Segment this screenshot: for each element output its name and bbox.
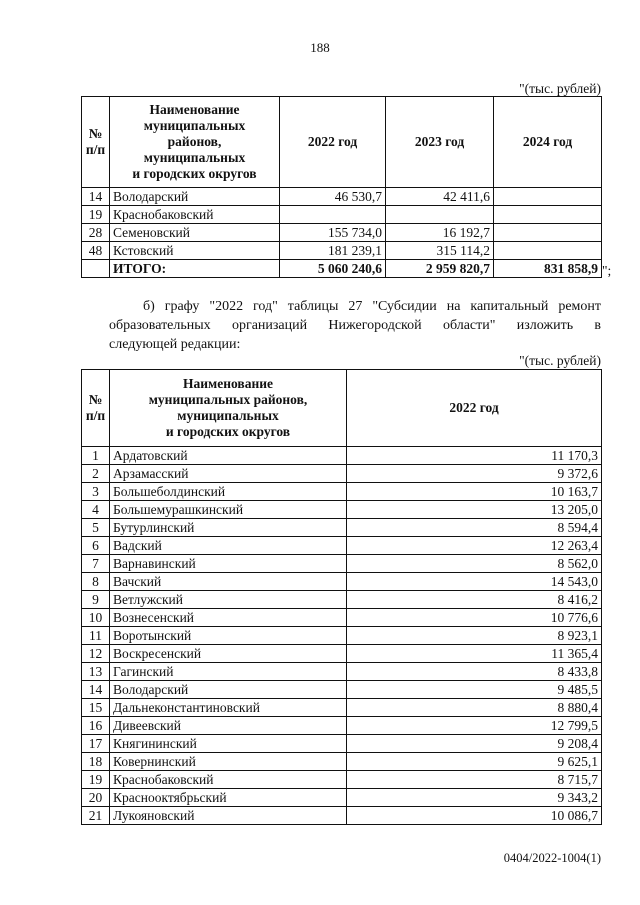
row-value-2023: 16 192,7 <box>386 224 494 242</box>
table-row <box>82 447 602 465</box>
row-name: Вачский <box>110 573 347 591</box>
row-value-2022: 9 343,2 <box>347 789 602 807</box>
table-row <box>82 627 602 645</box>
row-value-2022: 46 530,7 <box>280 188 386 206</box>
row-value-2022: 12 263,4 <box>347 537 602 555</box>
table-2-header-row <box>82 370 602 447</box>
row-number: 1 <box>82 447 110 465</box>
row-name: Дивеевский <box>110 717 347 735</box>
header-2022: 2022 год <box>280 97 386 188</box>
paragraph-line-1: б) графу "2022 год" таблицы 27 "Субсидии на капитальный ремонт <box>143 299 601 314</box>
document-code: 0404/2022-1004(1) <box>503 851 601 865</box>
row-name: Арзамасский <box>110 465 347 483</box>
table-row <box>82 591 602 609</box>
table-row <box>82 771 602 789</box>
table-row <box>82 789 602 807</box>
row-number: 5 <box>82 519 110 537</box>
row-value-2024 <box>494 188 602 206</box>
row-value-2022: 8 433,8 <box>347 663 602 681</box>
row-name: Варнавинский <box>110 555 347 573</box>
table-row <box>82 501 602 519</box>
table-row <box>82 206 602 224</box>
row-number: 20 <box>82 789 110 807</box>
row-number: 14 <box>82 681 110 699</box>
row-number: 12 <box>82 645 110 663</box>
table-1 <box>81 96 602 278</box>
row-number: 8 <box>82 573 110 591</box>
total-value-2023: 2 959 820,7 <box>386 260 494 278</box>
table-row <box>82 645 602 663</box>
row-name: Бутурлинский <box>110 519 347 537</box>
paragraph-line-2: образовательных организаций Нижегородской области" изложить в <box>109 318 601 333</box>
row-number: 18 <box>82 753 110 771</box>
amendment-paragraph <box>109 297 601 354</box>
row-name: Семеновский <box>110 224 280 242</box>
header-name <box>110 370 347 447</box>
table-row <box>82 242 602 260</box>
row-value-2024 <box>494 224 602 242</box>
row-value-2022: 8 562,0 <box>347 555 602 573</box>
row-value-2022: 14 543,0 <box>347 573 602 591</box>
row-value-2022: 13 205,0 <box>347 501 602 519</box>
row-number: 4 <box>82 501 110 519</box>
row-number: 48 <box>82 242 110 260</box>
header-num <box>82 370 110 447</box>
row-value-2022: 10 086,7 <box>347 807 602 825</box>
table-row <box>82 465 602 483</box>
row-value-2022: 155 734,0 <box>280 224 386 242</box>
header-num-text: № п/п <box>85 126 106 157</box>
row-name: Большемурашкинский <box>110 501 347 519</box>
table-2-units-label: "(тыс. рублей) <box>519 353 601 368</box>
row-value-2022: 8 880,4 <box>347 699 602 717</box>
row-number: 7 <box>82 555 110 573</box>
row-name: Ветлужский <box>110 591 347 609</box>
table-row <box>82 663 602 681</box>
table-1-closing-mark: "; <box>602 263 612 278</box>
row-value-2022: 10 163,7 <box>347 483 602 501</box>
row-value-2024 <box>494 242 602 260</box>
row-name: Краснобаковский <box>110 206 280 224</box>
row-number: 6 <box>82 537 110 555</box>
row-number: 2 <box>82 465 110 483</box>
row-name: Вознесенский <box>110 609 347 627</box>
row-value-2023: 315 114,2 <box>386 242 494 260</box>
table-row <box>82 753 602 771</box>
row-name: Володарский <box>110 188 280 206</box>
total-row <box>82 260 602 278</box>
row-value-2022: 9 625,1 <box>347 753 602 771</box>
row-value-2022: 8 594,4 <box>347 519 602 537</box>
header-name <box>110 97 280 188</box>
row-number: 11 <box>82 627 110 645</box>
header-num-text: № п/п <box>85 392 106 423</box>
header-2022: 2022 год <box>347 370 602 447</box>
row-value-2023: 42 411,6 <box>386 188 494 206</box>
row-value-2022: 181 239,1 <box>280 242 386 260</box>
row-value-2022: 11 365,4 <box>347 645 602 663</box>
table-row <box>82 699 602 717</box>
table-row <box>82 537 602 555</box>
table-row <box>82 609 602 627</box>
row-value-2022: 9 208,4 <box>347 735 602 753</box>
row-value-2022: 12 799,5 <box>347 717 602 735</box>
table-row <box>82 483 602 501</box>
row-number: 19 <box>82 206 110 224</box>
row-number: 9 <box>82 591 110 609</box>
row-value-2023 <box>386 206 494 224</box>
table-row <box>82 188 602 206</box>
table-row <box>82 681 602 699</box>
row-name: Лукояновский <box>110 807 347 825</box>
row-name: Воротынский <box>110 627 347 645</box>
page-number: 188 <box>310 40 330 55</box>
row-number: 14 <box>82 188 110 206</box>
table-row <box>82 573 602 591</box>
table-row <box>82 519 602 537</box>
header-2023: 2023 год <box>386 97 494 188</box>
row-value-2024 <box>494 206 602 224</box>
row-value-2022: 8 923,1 <box>347 627 602 645</box>
row-name: Большеболдинский <box>110 483 347 501</box>
total-value-2022: 5 060 240,6 <box>280 260 386 278</box>
row-value-2022: 9 485,5 <box>347 681 602 699</box>
table-row <box>82 555 602 573</box>
total-value-2024: 831 858,9 <box>494 260 602 278</box>
row-number: 10 <box>82 609 110 627</box>
row-name: Ковернинский <box>110 753 347 771</box>
total-label: ИТОГО: <box>110 260 280 278</box>
row-value-2022: 10 776,6 <box>347 609 602 627</box>
row-number: 21 <box>82 807 110 825</box>
row-value-2022: 8 416,2 <box>347 591 602 609</box>
row-number: 19 <box>82 771 110 789</box>
total-row-number <box>82 260 110 278</box>
table-1-units-label: "(тыс. рублей) <box>519 81 601 96</box>
table-1-header-row <box>82 97 602 188</box>
row-name: Краснобаковский <box>110 771 347 789</box>
row-name: Ардатовский <box>110 447 347 465</box>
row-number: 3 <box>82 483 110 501</box>
row-value-2022 <box>280 206 386 224</box>
table-row <box>82 735 602 753</box>
table-row <box>82 224 602 242</box>
row-name: Вадский <box>110 537 347 555</box>
row-name: Володарский <box>110 681 347 699</box>
row-value-2022: 11 170,3 <box>347 447 602 465</box>
header-num <box>82 97 110 188</box>
row-value-2022: 8 715,7 <box>347 771 602 789</box>
row-number: 16 <box>82 717 110 735</box>
row-value-2022: 9 372,6 <box>347 465 602 483</box>
table-2 <box>81 369 602 825</box>
row-name: Воскресенский <box>110 645 347 663</box>
row-number: 15 <box>82 699 110 717</box>
row-name: Гагинский <box>110 663 347 681</box>
table-row <box>82 717 602 735</box>
table-row <box>82 807 602 825</box>
row-number: 17 <box>82 735 110 753</box>
header-name-text: Наименование муниципальных районов, муниципальных и городских округов <box>148 376 308 439</box>
row-name: Княгининский <box>110 735 347 753</box>
header-2024: 2024 год <box>494 97 602 188</box>
row-number: 28 <box>82 224 110 242</box>
row-name: Кстовский <box>110 242 280 260</box>
paragraph-line-3: следующей редакции: <box>109 337 241 352</box>
row-number: 13 <box>82 663 110 681</box>
row-name: Дальнеконстантиновский <box>110 699 347 717</box>
row-name: Краснооктябрьский <box>110 789 347 807</box>
header-name-text: Наименование муниципальных районов, муниципальных и городских округов <box>132 102 257 181</box>
